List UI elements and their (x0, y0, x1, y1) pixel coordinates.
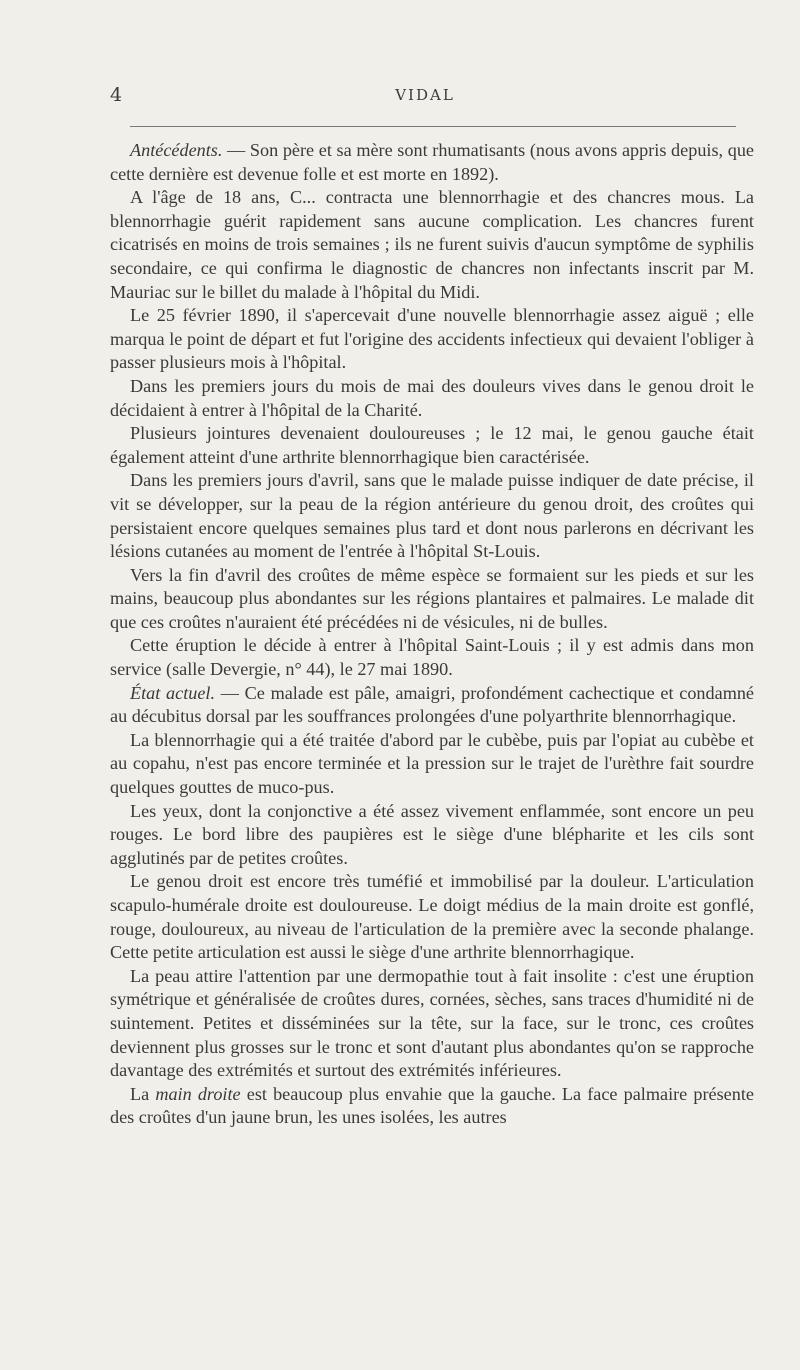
paragraph: La blennorrhagie qui a été traitée d'abord par le cubèbe, puis par l'opiat au cubèbe et au copahu, n'est pas encore terminée et la pression sur le trajet de l'urèthre fait sourdre quelques gouttes de muco-pus. (110, 729, 754, 798)
paragraph: La peau attire l'attention par une dermopathie tout à fait insolite : c'est une éruption symétrique et généralisée de croûtes dures, cornées, sèches, sans traces d'humidité ni de suintement. Petites et disséminées sur la tête, sur la face, sur le tronc, ces croûtes deviennent plus grosses sur le tronc et sont d'autant plus abondantes qu'on se rapproche davantage des extrémités et surtout des extrémités inférieures. (110, 965, 754, 1081)
paragraph: Plusieurs jointures devenaient douloureuses ; le 12 mai, le genou gauche était également atteint d'une arthrite blennorrhagique bien caractérisée. (110, 423, 754, 467)
paragraph: Dans les premiers jours du mois de mai des douleurs vives dans le genou droit le décidaient à entrer à l'hôpital de la Charité. (110, 375, 754, 420)
paragraph: Vers la fin d'avril des croûtes de même espèce se formaient sur les pieds et sur les mains, beaucoup plus abondantes sur les régions plantaires et palmaires. Le malade dit que ces croûtes n'auraient été précédées ni de vésicules, ni de bulles. (110, 564, 754, 632)
page-header (110, 84, 740, 108)
paragraph: A l'âge de 18 ans, C... contracta une blennorrhagie et des chancres mous. La blennorrhagie guérit rapidement sans aucune complication. Les chancres furent cicatrisés en moins de trois semaines ; ils ne furent suivis d'aucun symptôme de syphilis secondaire, ce qui confirma le diagnostic de chancres non infectants inscrit par M. Mauriac sur le billet du malade à l'hôpital du Midi. (110, 187, 754, 302)
body-text (110, 139, 754, 1130)
running-head: VIDAL (395, 86, 455, 104)
paragraph: Les yeux, dont la conjonctive a été assez vivement enflammée, sont encore un peu rouges. Le bord libre des paupières est le siège d'une blépharite et les cils sont agglutinés par de petites croûtes. (110, 800, 754, 868)
section-lead: Antécédents. (130, 140, 223, 160)
italic-phrase: main droite (155, 1083, 241, 1104)
page-number: 4 (110, 84, 123, 106)
paragraph: Antécédents. — Son père et sa mère sont rhumatisants (nous avons appris depuis, que cette dernière est devenue folle et est morte en 1892). (110, 140, 754, 184)
paragraph: État actuel. — Ce malade est pâle, amaigri, profondément cachectique et condamné au décubitus dorsal par les souffrances prolongées d'une polyarthrite blennorrhagique. (110, 682, 755, 727)
paragraph: Le 25 février 1890, il s'apercevait d'une nouvelle blennorrhagie assez aiguë ; elle marqua le point de départ et fut l'origine des accidents infectieux qui devaient l'obliger à passer plusieurs mois à l'hôpital. (110, 305, 754, 373)
paragraph: Dans les premiers jours d'avril, sans que le malade puisse indiquer de date précise, il vit se développer, sur la peau de la région antérieure du genou droit, des croûtes qui persistaient encore quelques semaines plus tard et dont nous parlerons en décrivant les lésions cutanées au moment de l'entrée à l'hôpital St-Louis. (110, 470, 754, 562)
paragraph: Cette éruption le décide à entrer à l'hôpital Saint-Louis ; il y est admis dans mon service (salle Devergie, n° 44), le 27 mai 1890. (110, 635, 754, 680)
paragraph: Le genou droit est encore très tuméfié et immobilisé par la douleur. L'articulation scapulo-humérale droite est douloureuse. Le doigt médius de la main droite est gonflé, rouge, douloureux, au niveau de l'articulation de la première avec la seconde phalange. Cette petite articulation est aussi le siège d'une arthrite blennorrhagique. (110, 871, 754, 963)
header-rule (130, 126, 736, 127)
section-lead: État actuel. (130, 682, 216, 703)
paragraph: La main droite est beaucoup plus envahie que la gauche. La face palmaire présente des croûtes d'un jaune brun, les unes isolées, les autres (110, 1083, 754, 1128)
